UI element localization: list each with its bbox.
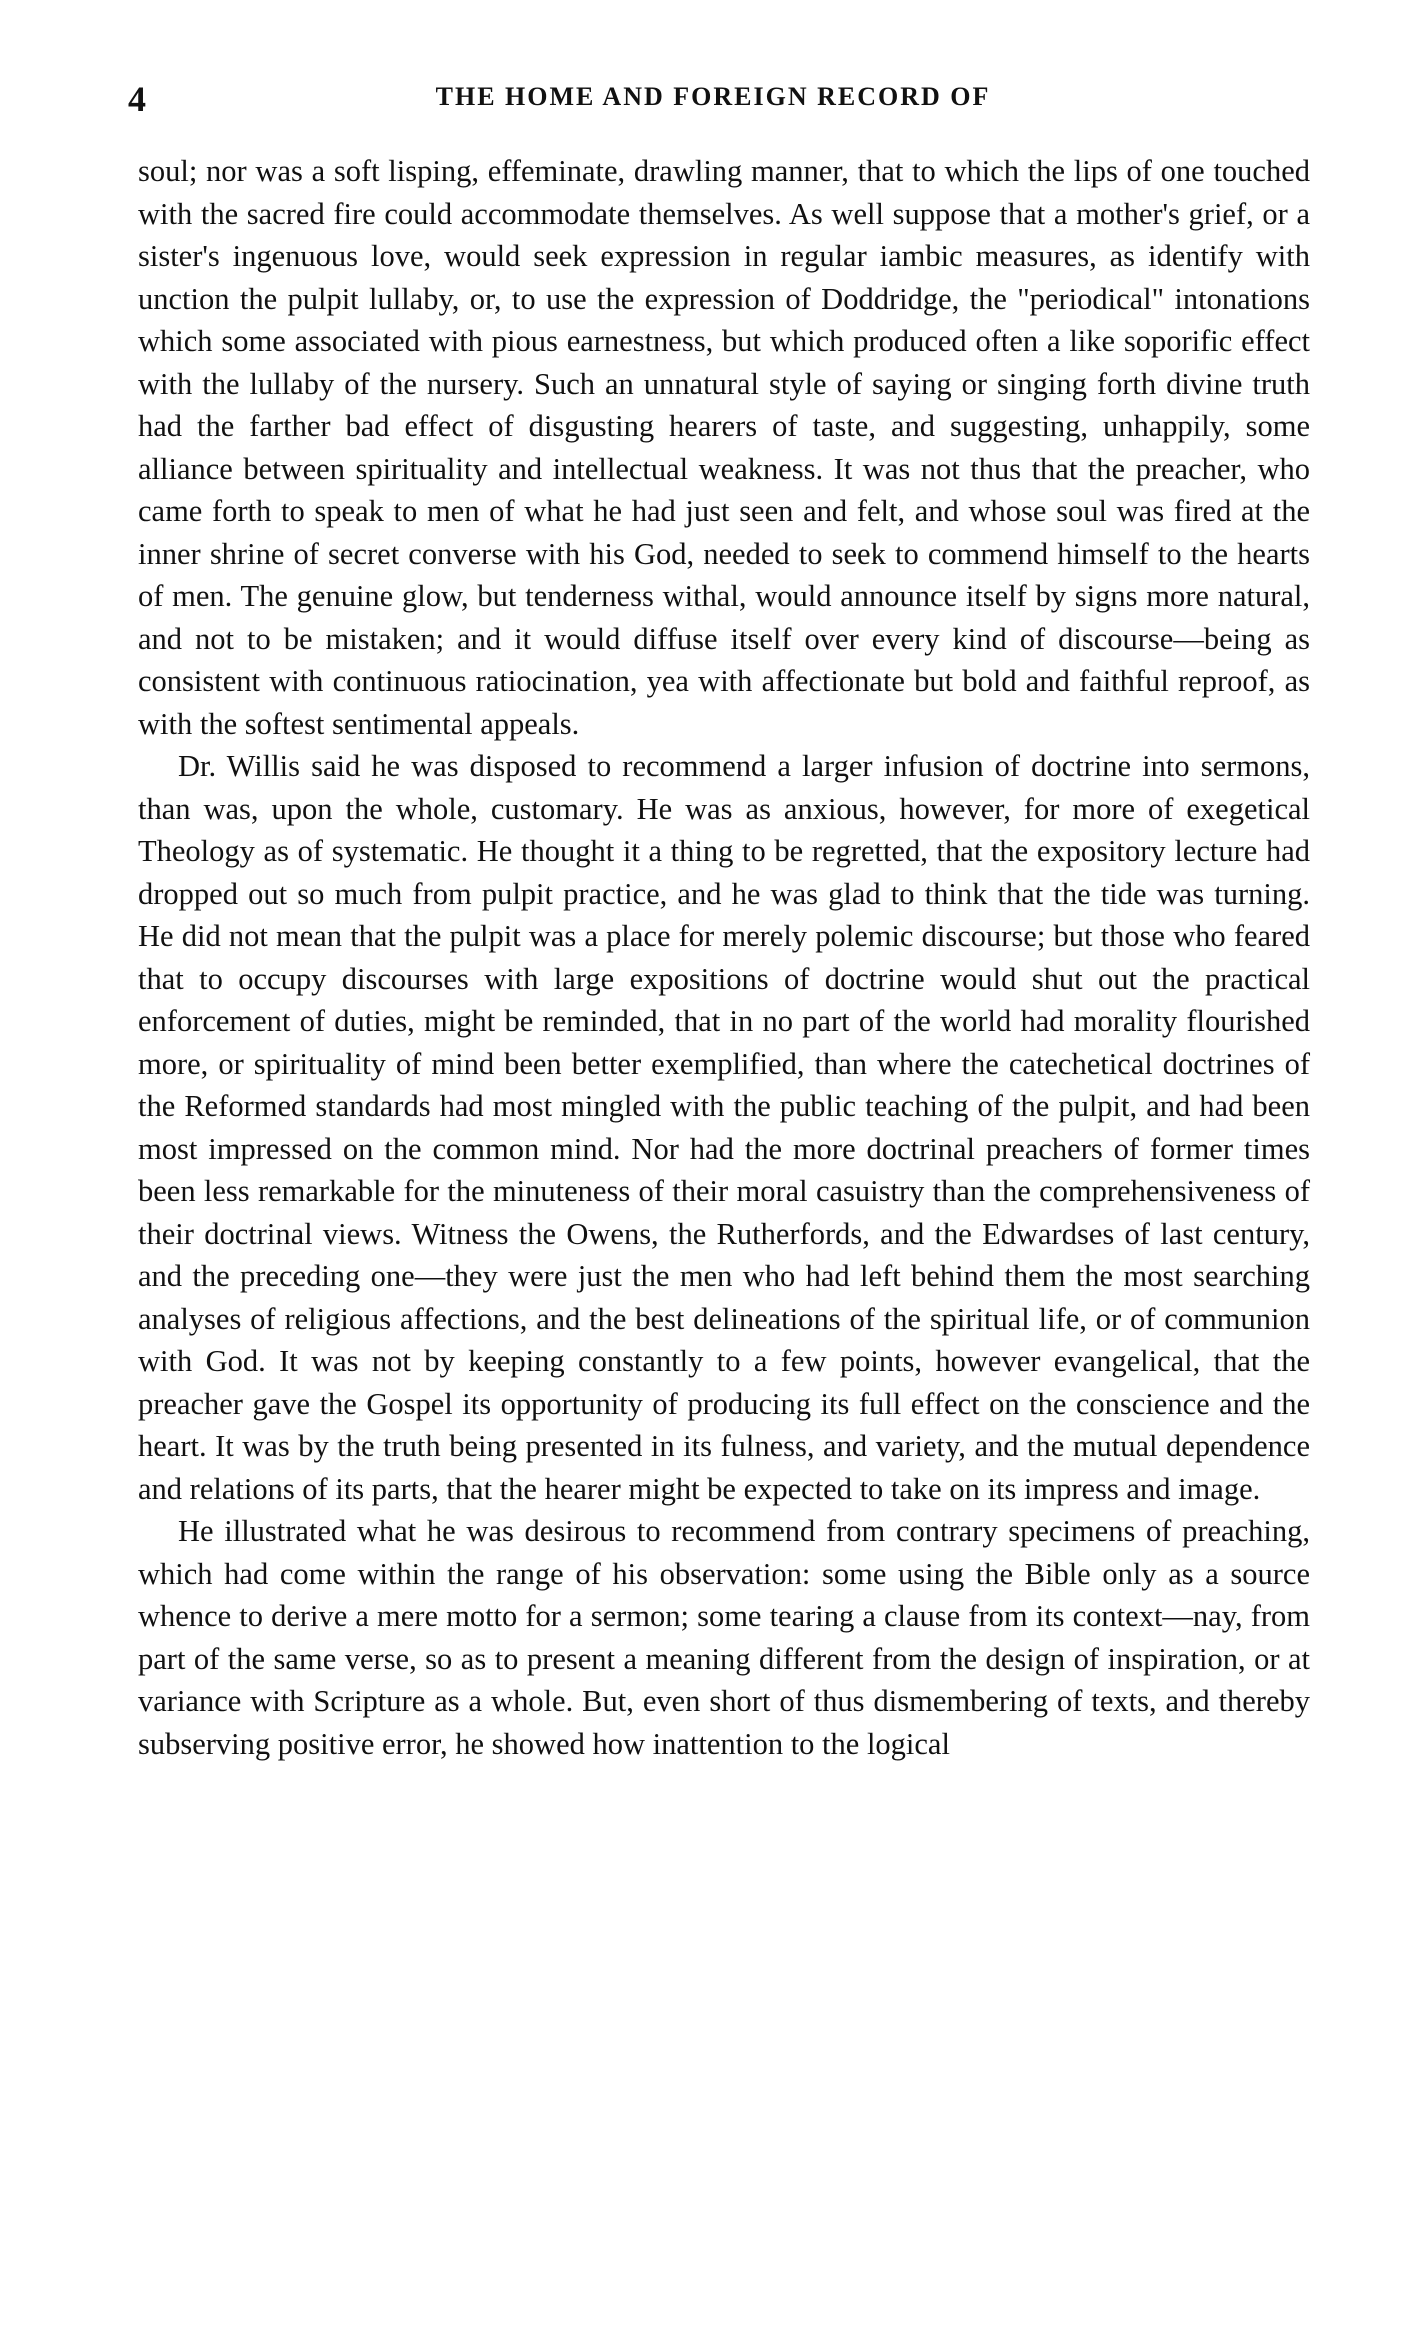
paragraph: He illustrated what he was desirous to recommend from contrary specimens of preaching, which had come within the range of his observation: some using the Bible only as a source whence to derive a mere motto for a sermon; some tearing a clause from its context—nay, from part of the same verse, so as to present a meaning different from the design of inspiration, or at variance with Scripture as a whole. But, even short of thus dismembering of texts, and thereby subserving positive error, he showed how inattention to the logical	[138, 1514, 1310, 1761]
paragraph: soul; nor was a soft lisping, effeminate, drawling manner, that to which the lips of one touched with the sacred fire could accommodate themselves. As well suppose that a mother's grief, or a sister's ingenuous love, would seek expression in regular iambic measures, as identify with unction the pulpit lullaby, or, to use the expression of Doddridge, the "periodical" intonations which some associated with pious earnestness, but which produced often a like soporific effect with the lullaby of the nursery. Such an unnatural style of saying or singing forth divine truth had the farther bad effect of disgusting hearers of taste, and suggesting, unhappily, some alliance between spirituality and intellectual weakness. It was not thus that the preacher, who came forth to speak to men of what he had just seen and felt, and whose soul was fired at the inner shrine of secret converse with his God, needed to seek to commend himself to the hearts of men. The genuine glow, but tenderness withal, would announce itself by signs more natural, and not to be mistaken; and it would diffuse itself over every kind of discourse—being as consistent with continuous ratiocination, yea with affectionate but bold and faithful reproof, as with the softest sentimental appeals.	[138, 154, 1310, 741]
body-text	[138, 150, 1310, 1765]
page-number: 4	[128, 79, 146, 119]
page-header	[128, 78, 1298, 118]
running-head: THE HOME AND FOREIGN RECORD OF	[435, 82, 991, 111]
paragraph: Dr. Willis said he was disposed to recommend a larger infusion of doctrine into sermons, than was, upon the whole, customary. He was as anxious, however, for more of exegetical Theology as of systematic. He thought it a thing to be regretted, that the expository lecture had dropped out so much from pulpit practice, and he was glad to think that the tide was turning. He did not mean that the pulpit was a place for merely polemic discourse; but those who feared that to occupy discourses with large expositions of doctrine would shut out the practical enforcement of duties, might be reminded, that in no part of the world had morality flourished more, or spirituality of mind been better exemplified, than where the catechetical doctrines of the Reformed standards had most mingled with the public teaching of the pulpit, and had been most impressed on the common mind. Nor had the more doctrinal preachers of former times been less remarkable for the minuteness of their moral casuistry than the comprehensiveness of their doctrinal views. Witness the Owens, the Rutherfords, and the Edwardses of last century, and the preceding one—they were just the men who had left behind them the most searching analyses of religious affections, and the best delineations of the spiritual life, or of communion with God. It was not by keeping constantly to a few points, however evangelical, that the preacher gave the Gospel its opportunity of producing its full effect on the conscience and the heart. It was by the truth being presented in its fulness, and variety, and the mutual dependence and relations of its parts, that the hearer might be expected to take on its impress and image.	[138, 749, 1310, 1506]
